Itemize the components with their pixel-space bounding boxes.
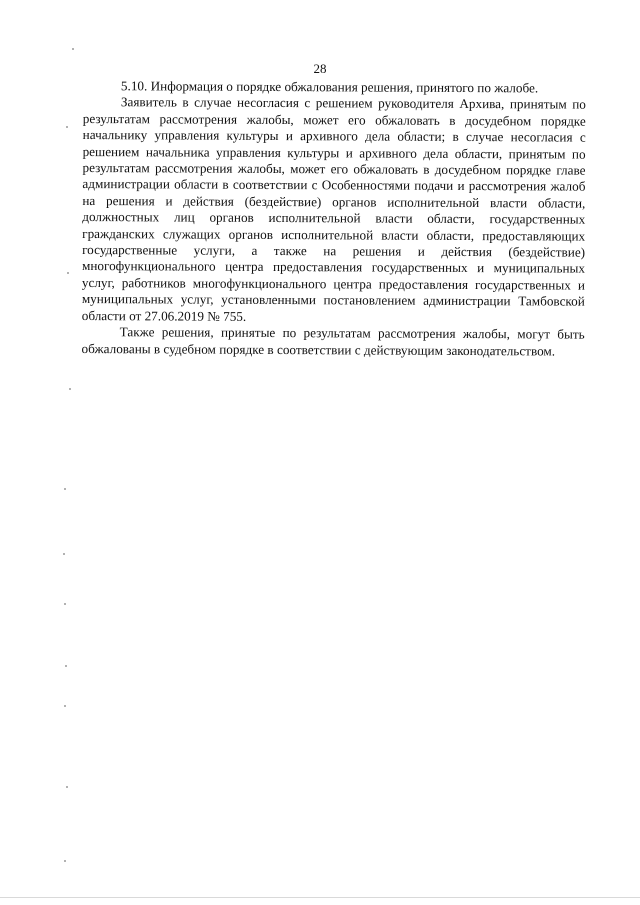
scan-speck	[65, 665, 67, 667]
scan-speck	[64, 603, 66, 605]
paragraph-appeal-pretrial: Заявитель в случае несогласия с решением руководителя Архива, принятым по результатам рассмотрения жалобы, может его обжаловать в досудебном порядке начальнику управления культуры и архивного дела области; в случае несогласия с решением начальника управления культуры и архивного дела области, принятым по результатам рассмотрения жалобы, может его обжаловать в досудебном порядке главе администрации области в соответствии с Особенностями подачи и рассмотрения жалоб на решения и действия (бездействие) органов исполнительной власти области, должностных лиц органов исполнительной власти области, государственных гражданских служащих органов исполнительной власти области, предоставляющих государственные услуги, а также на решения и действия (бездействие) многофункционального центра предоставления государственных и муниципальных услуг, работников многофункционального центра предоставления государственных и муниципальных услуг, установленными постановлением администрации Тамбовской области от 27.06.2019 № 755.	[81, 94, 586, 324]
scan-edge-line	[0, 897, 640, 898]
scan-speck	[64, 860, 66, 862]
scan-speck	[66, 786, 68, 788]
scan-speck	[69, 388, 71, 390]
section-heading: 5.10. Информация о порядке обжалования решения, принятого по жалобе.	[120, 78, 539, 96]
scan-speck	[63, 553, 65, 555]
scan-speck	[64, 488, 66, 490]
paragraph-appeal-judicial: Также решения, принятые по результатам рассмотрения жалобы, могут быть обжалованы в судебном порядке в соответствии с действующим законодательством.	[81, 324, 585, 358]
page-number: 28	[313, 61, 327, 76]
section-content	[82, 78, 586, 360]
scan-speck	[72, 48, 74, 50]
scan-speck	[67, 272, 69, 274]
scan-speck	[66, 126, 68, 128]
scan-speck	[64, 705, 66, 707]
